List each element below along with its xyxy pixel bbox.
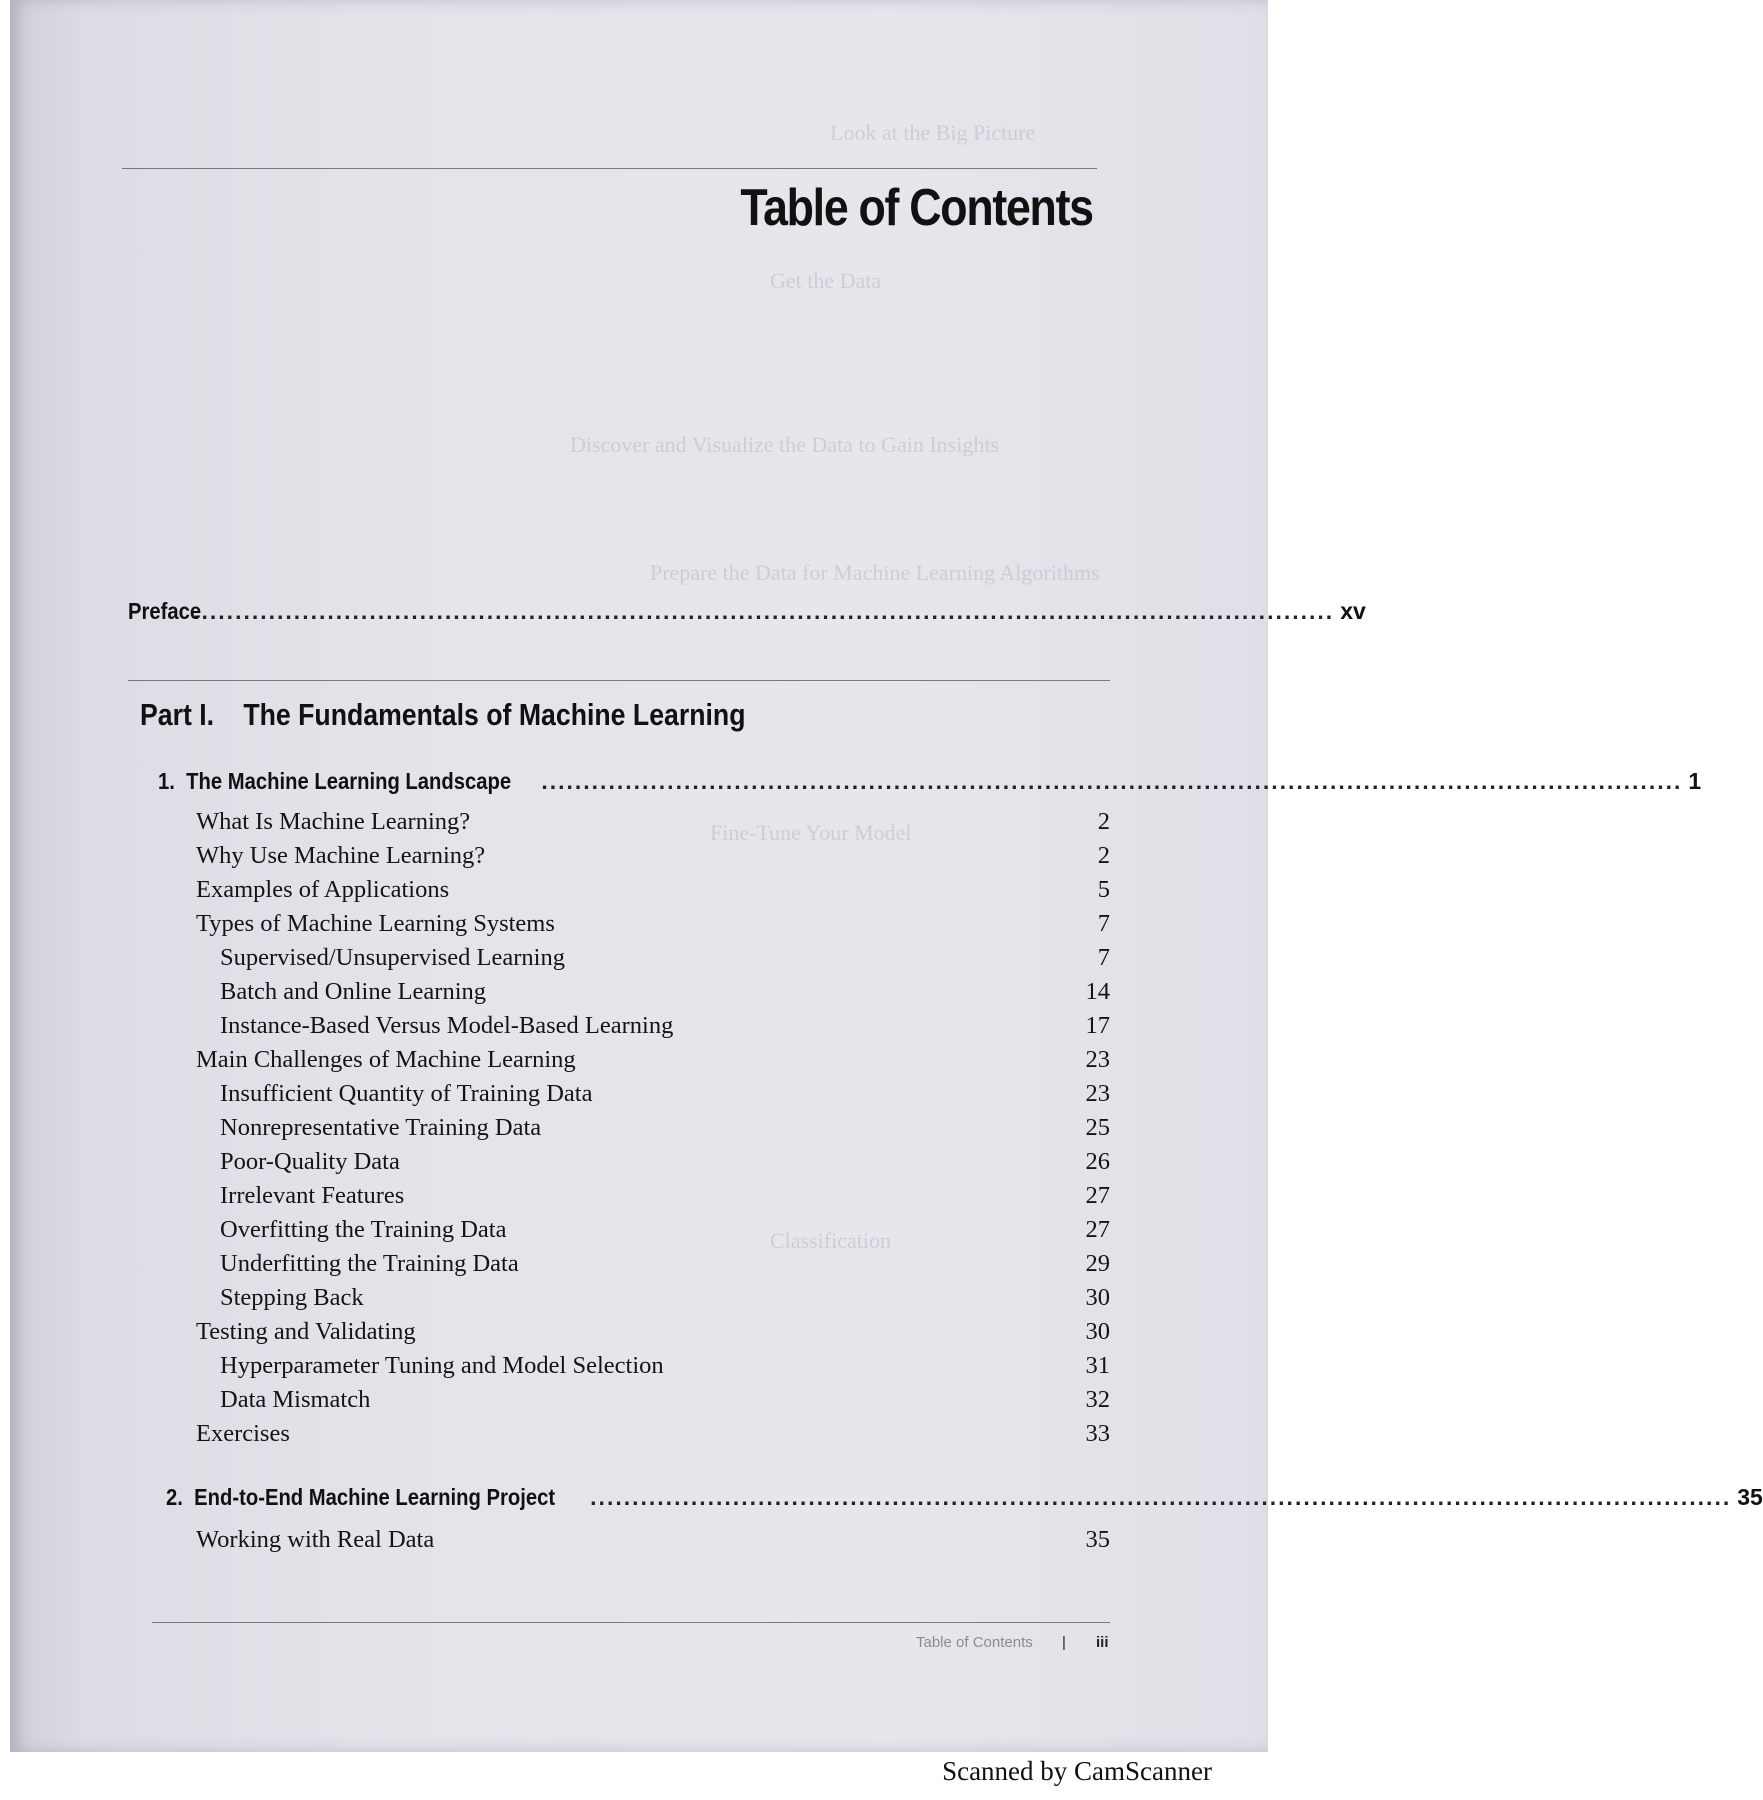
chapter-1-entry[interactable]: [158, 768, 1702, 802]
toc-entry[interactable]: Instance-Based Versus Model-Based Learning: [220, 1012, 674, 1039]
toc-entry[interactable]: Examples of Applications: [196, 876, 450, 903]
footer-rule: [152, 1622, 1110, 1623]
toc-entry[interactable]: Testing and Validating: [196, 1318, 416, 1345]
footer-section: Table of Contents: [916, 1634, 1033, 1651]
scanned-page: [10, 0, 1763, 1752]
bleed-through-text: Get the Data: [770, 268, 882, 293]
chapter-page: 35: [1737, 1484, 1763, 1510]
chapter-title: End-to-End Machine Learning Project: [194, 1484, 556, 1510]
part-heading: [140, 697, 745, 733]
chapter-heading: [166, 1484, 555, 1511]
toc-entry-page: 29: [1085, 1250, 1110, 1277]
toc-entry-page: 27: [1085, 1182, 1110, 1209]
toc-entry[interactable]: Main Challenges of Machine Learning: [196, 1046, 576, 1073]
toc-entry-page: 33: [1085, 1420, 1110, 1447]
bleed-through-text: Fine-Tune Your Model: [710, 820, 912, 845]
preface-entry[interactable]: [128, 598, 1366, 632]
part-title: The Fundamentals of Machine Learning: [243, 697, 746, 732]
toc-entry-page: 32: [1085, 1386, 1110, 1413]
dot-leader: ........................................................................................................................................: [590, 1484, 1732, 1510]
top-rule: [122, 168, 1097, 169]
toc-entry-page: 2: [1097, 808, 1110, 835]
toc-entry-page: 26: [1085, 1148, 1110, 1175]
footer-separator: |: [1062, 1634, 1066, 1651]
toc-entry[interactable]: Insufficient Quantity of Training Data: [220, 1080, 593, 1107]
chapter-heading: [158, 768, 511, 795]
dot-leader: ........................................................................................................................................: [193, 598, 1335, 624]
bleed-through-text: Look at the Big Picture: [830, 120, 1036, 145]
toc-entry-page: 2: [1097, 842, 1110, 869]
toc-entry[interactable]: Types of Machine Learning Systems: [196, 910, 555, 937]
toc-entry[interactable]: Data Mismatch: [220, 1386, 371, 1413]
preface-label: Preface: [128, 598, 202, 624]
toc-entry-page: 25: [1085, 1114, 1110, 1141]
toc-entry-page: 14: [1085, 978, 1110, 1005]
toc-entry[interactable]: Working with Real Data: [196, 1526, 435, 1553]
page-title: Table of Contents: [740, 179, 1093, 237]
dot-leader: ........................................................................................................................................: [541, 768, 1683, 794]
toc-entry[interactable]: Exercises: [196, 1420, 290, 1447]
toc-entry[interactable]: Underfitting the Training Data: [220, 1250, 519, 1277]
toc-entry[interactable]: Stepping Back: [220, 1284, 364, 1311]
toc-entry-page: 27: [1085, 1216, 1110, 1243]
toc-entry-page: 7: [1097, 944, 1110, 971]
toc-entry[interactable]: What Is Machine Learning?: [196, 808, 471, 835]
chapter-title: The Machine Learning Landscape: [186, 768, 512, 794]
toc-entry[interactable]: Nonrepresentative Training Data: [220, 1114, 542, 1141]
toc-entry-page: 5: [1097, 876, 1110, 903]
toc-entry[interactable]: Batch and Online Learning: [220, 978, 487, 1005]
chapter-number: 2.: [166, 1484, 183, 1510]
toc-entry-page: 30: [1085, 1284, 1110, 1311]
toc-entry-page: 35: [1085, 1526, 1110, 1553]
bleed-through-text: Prepare the Data for Machine Learning Algorithms: [650, 560, 1100, 585]
toc-entry[interactable]: Overfitting the Training Data: [220, 1216, 507, 1243]
preface-page: xv: [1340, 598, 1366, 624]
part-rule: [128, 680, 1110, 681]
bleed-through-text: Classification: [770, 1228, 891, 1253]
chapter-page: 1: [1688, 768, 1702, 794]
toc-entry-page: 7: [1097, 910, 1110, 937]
scanner-watermark: Scanned by CamScanner: [942, 1756, 1212, 1786]
toc-entry-page: 23: [1085, 1080, 1110, 1107]
toc-entry[interactable]: Hyperparameter Tuning and Model Selection: [220, 1352, 664, 1379]
toc-entry[interactable]: Supervised/Unsupervised Learning: [220, 944, 565, 971]
toc-entry[interactable]: Irrelevant Features: [220, 1182, 405, 1209]
bleed-through-text: Discover and Visualize the Data to Gain Insights: [570, 432, 999, 457]
toc-entry-page: 31: [1085, 1352, 1110, 1379]
part-number: Part I.: [140, 697, 215, 732]
footer-page-number: iii: [1096, 1634, 1109, 1651]
toc-entry[interactable]: Why Use Machine Learning?: [196, 842, 486, 869]
chapter-number: 1.: [158, 768, 175, 794]
toc-entry[interactable]: Poor-Quality Data: [220, 1148, 400, 1175]
toc-entry-page: 30: [1085, 1318, 1110, 1345]
toc-entry-page: 17: [1085, 1012, 1110, 1039]
chapter-2-entry[interactable]: [166, 1484, 1763, 1518]
toc-entry-page: 23: [1085, 1046, 1110, 1073]
